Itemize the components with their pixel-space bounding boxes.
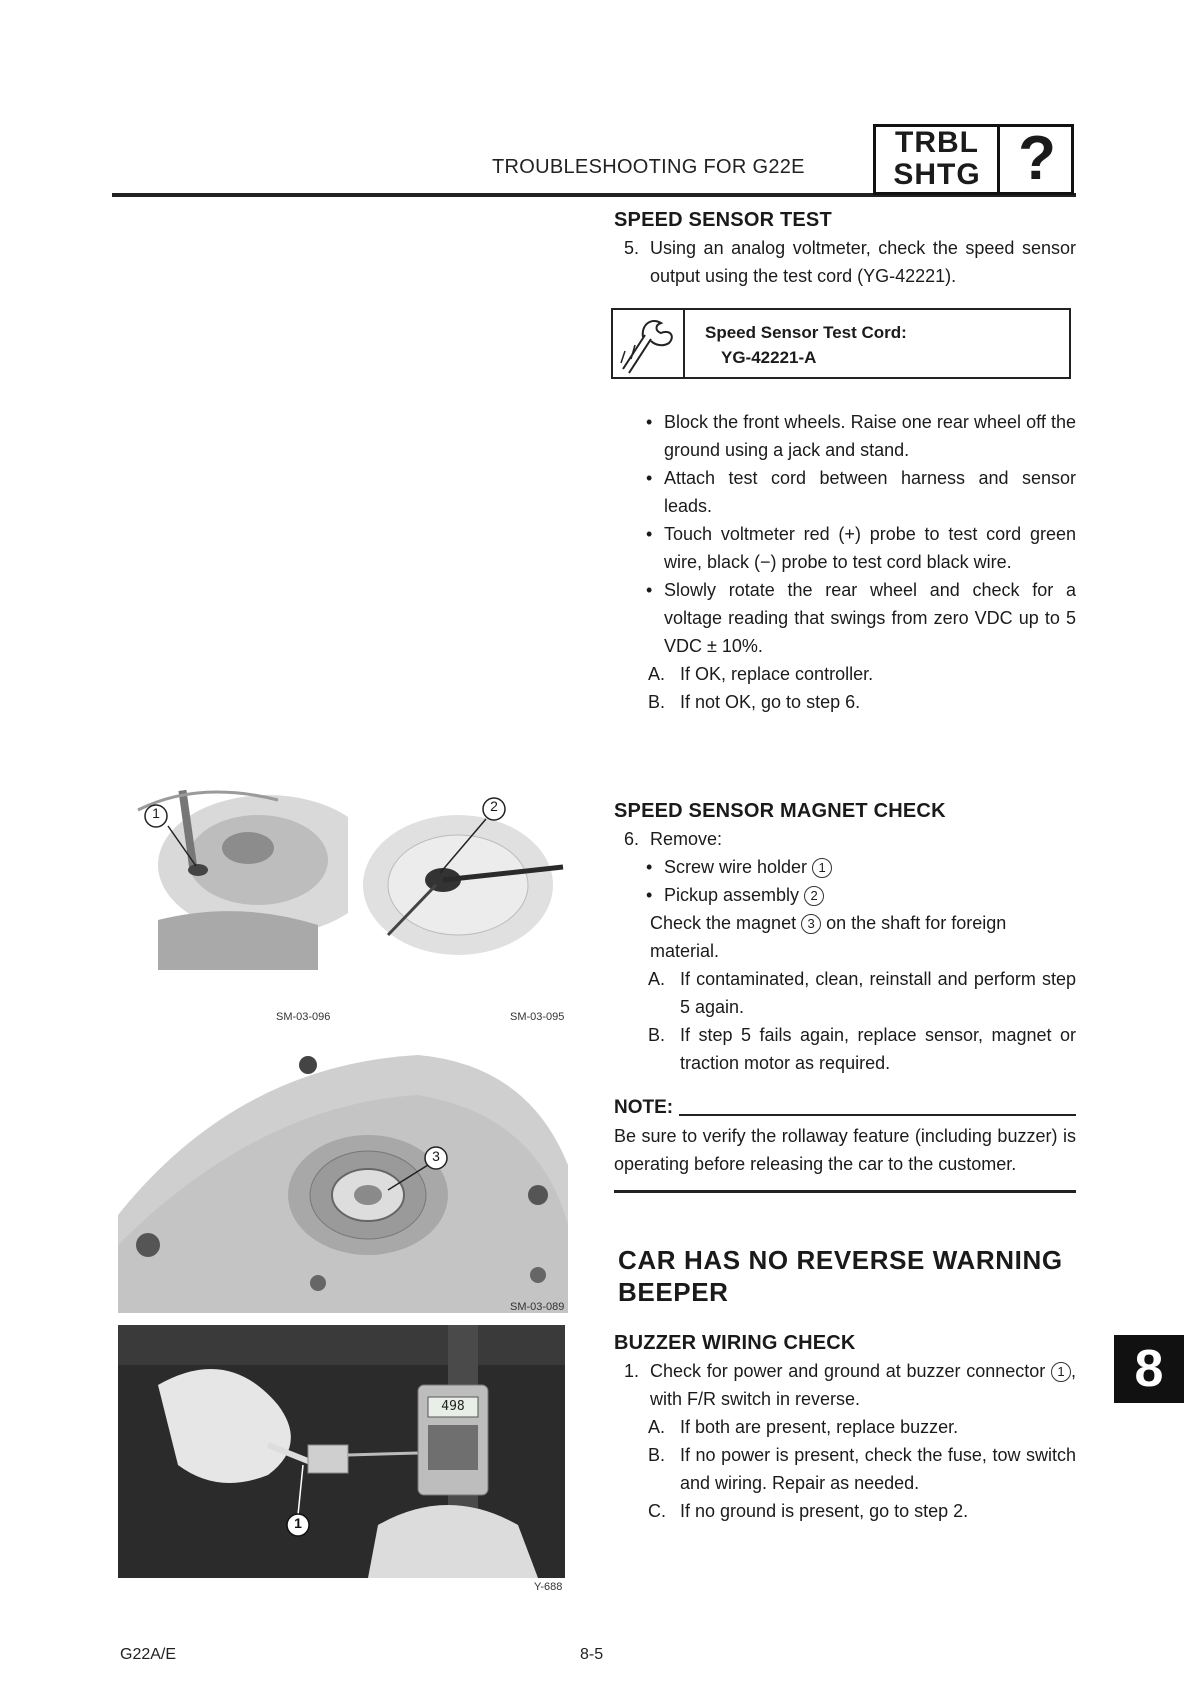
- check-pre: Check the magnet: [650, 913, 797, 933]
- bullet-text: Block the front wheels. Raise one rear wheel off the ground using a jack and stand.: [664, 412, 1076, 460]
- step-text: Remove:: [650, 829, 723, 849]
- list-item: [614, 1413, 1076, 1441]
- note-box: [614, 1094, 1076, 1193]
- note-bottom-rule: [614, 1190, 1076, 1193]
- callout-ref: 3: [801, 914, 821, 934]
- list-item: [614, 965, 1076, 1021]
- buzzer-check-section: [614, 1329, 1076, 1525]
- magnet-check-heading: SPEED SENSOR MAGNET CHECK: [614, 800, 946, 822]
- figure-callout: 1: [152, 805, 160, 821]
- bullet-text: Touch voltmeter red (+) probe to test cord green wire, black (−) probe to test cord black wire.: [664, 524, 1076, 572]
- callout-ref: 1: [812, 858, 832, 878]
- list-item: • Pickup assembly 2: [614, 881, 1076, 909]
- step-number: 1.: [624, 1361, 640, 1381]
- step-5: [614, 234, 1076, 290]
- bullet-text: Attach test cord between harness and sensor leads.: [664, 468, 1076, 516]
- special-tool-icon: [615, 311, 681, 377]
- special-tool-box: [611, 308, 1071, 379]
- callout-ref: 2: [804, 886, 824, 906]
- page-header-title: TROUBLESHOOTING FOR G22E: [492, 156, 805, 178]
- option-text: If contaminated, clean, reinstall and perform step 5 again.: [680, 969, 1076, 1017]
- tool-part-number: YG-42221-A: [721, 348, 817, 367]
- question-mark-icon: ?: [1018, 124, 1056, 193]
- trbl-shtg-badge: [873, 124, 1074, 195]
- list-item: • Touch voltmeter red (+) probe to test cord green wire, black (−) probe to test cord black wire.: [614, 520, 1076, 576]
- step-text: [650, 1357, 1076, 1413]
- list-item: • Block the front wheels. Raise one rear wheel off the ground using a jack and stand.: [614, 408, 1076, 464]
- option-label: B.: [648, 1445, 666, 1465]
- speed-sensor-test-heading: SPEED SENSOR TEST: [614, 209, 832, 231]
- step-post: , with F/R switch in reverse.: [650, 1361, 1076, 1409]
- figure-callout: 3: [432, 1148, 440, 1164]
- speed-sensor-test-section: [614, 206, 1076, 290]
- option-text: If OK, replace controller.: [680, 664, 874, 684]
- step-number: 5.: [624, 238, 640, 258]
- option-label: A.: [648, 1417, 666, 1437]
- badge-line2: SHTG: [893, 158, 981, 191]
- option-label: C.: [648, 1501, 666, 1521]
- check-post: on the shaft for foreign material.: [650, 913, 1007, 961]
- badge-divider: [997, 127, 1000, 192]
- chapter-tab: 8: [1114, 1335, 1184, 1403]
- figure-callout: 1: [294, 1515, 302, 1531]
- option-label: A.: [648, 664, 666, 684]
- list-item: [614, 1497, 1076, 1525]
- note-heading-rule: [679, 1114, 1076, 1116]
- figure-caption: Y-688: [534, 1581, 563, 1593]
- bullet-label: Screw wire holder: [664, 857, 808, 877]
- figure-caption: SM-03-095: [510, 1011, 565, 1023]
- speed-sensor-test-bullets: [614, 408, 1076, 716]
- step-pre: Check for power and ground at buzzer connector: [650, 1361, 1046, 1381]
- section-title: [618, 1244, 1063, 1308]
- list-item: • Attach test cord between harness and sensor leads.: [614, 464, 1076, 520]
- note-label: NOTE:: [614, 1097, 674, 1118]
- step-1: [614, 1357, 1076, 1413]
- figure-callout: 2: [490, 798, 498, 814]
- list-item: • Slowly rotate the rear wheel and check for a voltage reading that swings from zero VDC up to 5 VDC ± 10%.: [614, 576, 1076, 660]
- note-text: Be sure to verify the rollaway feature (including buzzer) is operating before releasing the car to the customer.: [614, 1126, 1076, 1174]
- bullet-label: Pickup assembly: [664, 885, 800, 905]
- option-label: B.: [648, 1025, 666, 1045]
- bullet-text: Slowly rotate the rear wheel and check for a voltage reading that swings from zero VDC up to 5 VDC ± 10%.: [664, 580, 1076, 656]
- check-text: [614, 909, 1076, 965]
- step-text: Using an analog voltmeter, check the speed sensor output using the test cord (YG-42221).: [650, 238, 1076, 286]
- list-item: [614, 1441, 1076, 1497]
- tool-label: Speed Sensor Test Cord:: [705, 323, 907, 342]
- magnet-check-section: [614, 797, 1076, 1077]
- badge-line1: TRBL: [895, 126, 979, 159]
- tool-box-divider: [683, 310, 685, 377]
- option-text: If step 5 fails again, replace sensor, magnet or traction motor as required.: [680, 1025, 1076, 1073]
- option-text: If no power is present, check the fuse, tow switch and wiring. Repair as needed.: [680, 1445, 1076, 1493]
- option-text: If not OK, go to step 6.: [680, 692, 861, 712]
- option-text: If no ground is present, go to step 2.: [680, 1501, 969, 1521]
- section-title-line1: CAR HAS NO REVERSE WARNING: [618, 1245, 1063, 1275]
- figure-caption: SM-03-096: [276, 1011, 331, 1023]
- step-6: [614, 825, 1076, 853]
- option-label: A.: [648, 969, 666, 989]
- figure-screw-wire-holder: [118, 770, 348, 970]
- buzzer-check-heading: BUZZER WIRING CHECK: [614, 1332, 856, 1354]
- list-item: [614, 1021, 1076, 1077]
- bullet-text: [664, 853, 832, 881]
- footer-model: G22A/E: [120, 1646, 177, 1663]
- callout-ref: 1: [1051, 1362, 1071, 1382]
- figure-magnet-shaft: [118, 1045, 568, 1313]
- bullet-text: [664, 881, 824, 909]
- note-heading-row: [614, 1094, 1076, 1122]
- section-title-line2: BEEPER: [618, 1277, 729, 1307]
- option-label: B.: [648, 692, 666, 712]
- option-text: If both are present, replace buzzer.: [680, 1417, 959, 1437]
- list-item: [614, 660, 1076, 688]
- step-number: 6.: [624, 829, 640, 849]
- figure-pickup-assembly: [348, 785, 570, 965]
- meter-reading: 498: [441, 1399, 465, 1414]
- footer-page-number: 8-5: [580, 1646, 604, 1663]
- badge-text: [881, 127, 993, 191]
- list-item: [614, 688, 1076, 716]
- figure-caption: SM-03-089: [510, 1301, 565, 1313]
- list-item: • Screw wire holder 1: [614, 853, 1076, 881]
- figure-buzzer-connector: [118, 1325, 565, 1578]
